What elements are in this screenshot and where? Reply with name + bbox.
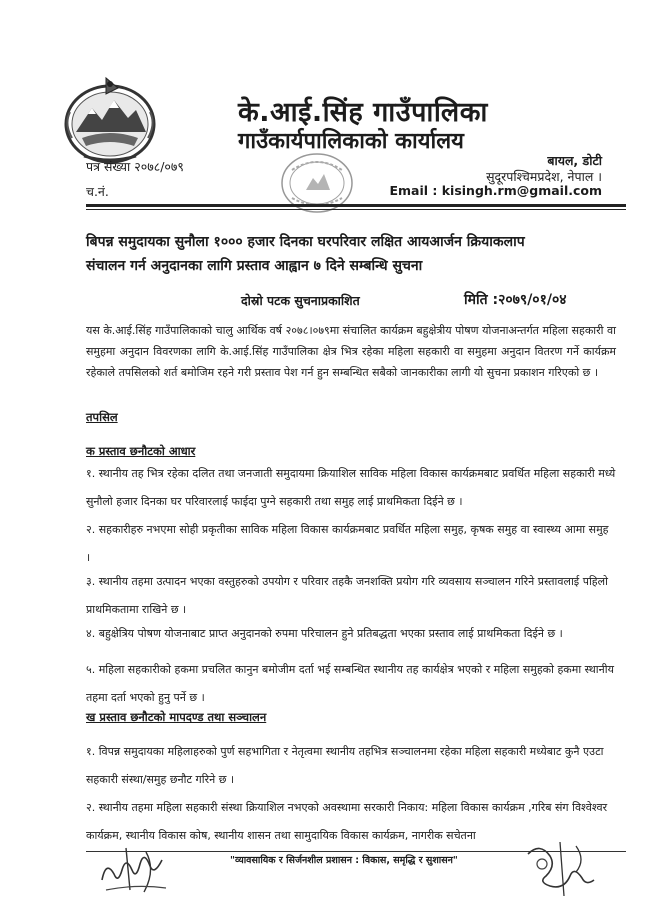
nepal-emblem-icon	[62, 72, 158, 168]
letter-number: पत्र संख्या २०७८/०७९	[86, 159, 184, 174]
office-name: गाउँकार्यपालिकाको कार्यालय	[238, 129, 464, 154]
dispatch-number: च.नं.	[86, 184, 109, 199]
signature-right-icon	[520, 836, 600, 900]
footer-motto: "व्यावसायिक र सिर्जनशील प्रशासन : विकास, समृद्धि र सुशासन"	[230, 855, 458, 866]
notice-date: मिति :२०७९/०१/०४	[464, 292, 567, 308]
address-line-2: सुदूरपश्चिमप्रदेश, नेपाल ।	[486, 169, 602, 184]
notice-title-line-2: संचालन गर्न अनुदानका लागि प्रस्ताव आह्वान ७ दिने सम्बन्धि सुचना	[86, 258, 423, 274]
section-kha-item-2: २. स्थानीय तहमा महिला सहकारी संस्था क्रियाशिल नभएको अवस्थामा सरकारी निकाय: महिला विकास कार्यक्रम ,गरिब संग विश्वेश्वर कार्यक्रम, स्थानीय विकास कोष, स्थानीय शासन तथा सामुदायिक विकास कार्यक्रम, नागरीक सचेतना	[86, 801, 608, 842]
notice-title-line-1: बिपन्न समुदायका सुनौला १००० हजार दिनका घरपरिवार लक्षित आयआर्जन क्रियाकलाप	[86, 234, 525, 250]
signature-left-icon	[96, 840, 176, 900]
notice-publication-type: दोस्रो पटक सुचनाप्रकाशित	[241, 293, 360, 308]
section-kha-title: ख प्रस्ताव छनौटको मापदण्ड तथा सञ्चालन	[86, 710, 267, 724]
header-divider	[86, 204, 626, 207]
section-ka-item-3: ३. स्थानीय तहमा उत्पादन भएका वस्तुहरुको उपयोग र परिवार तहकै जनशक्ति प्रयोग गरि व्यवसाय सञ्चालन गरिने प्रस्तावलाई पहिलो प्राथमिकतामा राखिने छ ।	[86, 575, 608, 616]
address-line-1: बायल, डोटी	[547, 153, 602, 168]
section-ka-item-4: ४. बहुक्षेत्रिय पोषण योजनाबाट प्राप्त अनुदानको रुपमा परिचालन हुने प्रतिबद्धता भएका प्रस्ताव लाई प्राथमिकता दिईने छ ।	[86, 627, 563, 640]
section-ka-item-5: ५. महिला सहकारीको हकमा प्रचलित कानुन बमोजीम दर्ता भई सम्बन्धित स्थानीय तह कार्यक्षेत्र भएको र महिला समुहको हकमा स्थानीय तहमा दर्ता भएको हुनु पर्ने छ ।	[86, 663, 614, 704]
header-divider-thin	[86, 209, 626, 210]
section-ka-item-2: २. सहकारीहरु नभएमा सोही प्रकृतीका साविक महिला विकास कार्यक्रमबाट प्रवर्धित महिला समुह, कृषक समुह वा स्वास्थ्य आमा समुह ।	[86, 523, 609, 564]
organization-name: के.आई.सिंह गाउँपालिका	[238, 97, 488, 128]
section-ka-title: क प्रस्ताव छनौटको आधार	[86, 444, 196, 458]
intro-paragraph: यस के.आई.सिंह गाउँपालिकाको चालु आर्थिक वर्ष २०७८।०७९मा संचालित कार्यक्रम बहुक्षेत्रीय पोषण योजनाअन्तर्गत महिला सहकारी वा समुहमा अनुदान विवरणका लागि के.आई.सिंह गाउँपालिका क्षेत्र भित्र रहेका महिला सहकारी वा समुहमा अनुदान वितरण गर्ने कार्यक्रम रहेकाले तपसिलको शर्त बमोजिम रहने गरी प्रस्ताव पेश गर्न हुन सम्बन्धित सबैको जानकारीका लागी यो सुचना प्रकाशन गरिएको छ ।	[86, 324, 616, 379]
email[interactable]: Email : kisingh.rm@gmail.com	[389, 183, 602, 198]
section-ka-item-1: १. स्थानीय तह भित्र रहेका दलित तथा जनजाती समुदायमा क्रियाशिल साविक महिला विकास कार्यक्रमबाट प्रवर्धित महिला सहकारी मध्ये सुनौलो हजार दिनका घर परिवारलाई फाईदा पुग्ने सहकारी तथा समुह लाई प्राथमिकता दिईने छ ।	[86, 467, 616, 508]
section-kha-item-1: १. विपन्न समुदायका महिलाहरुको पुर्ण सहभागिता र नेतृत्वमा स्थानीय तहभित्र सञ्चालनमा रहेका महिला सहकारी मध्येबाट कुनै एउटा सहकारी संस्था/समुह छनौट गरिने छ ।	[86, 745, 604, 786]
tapsil-heading: तपसिल	[86, 410, 118, 424]
